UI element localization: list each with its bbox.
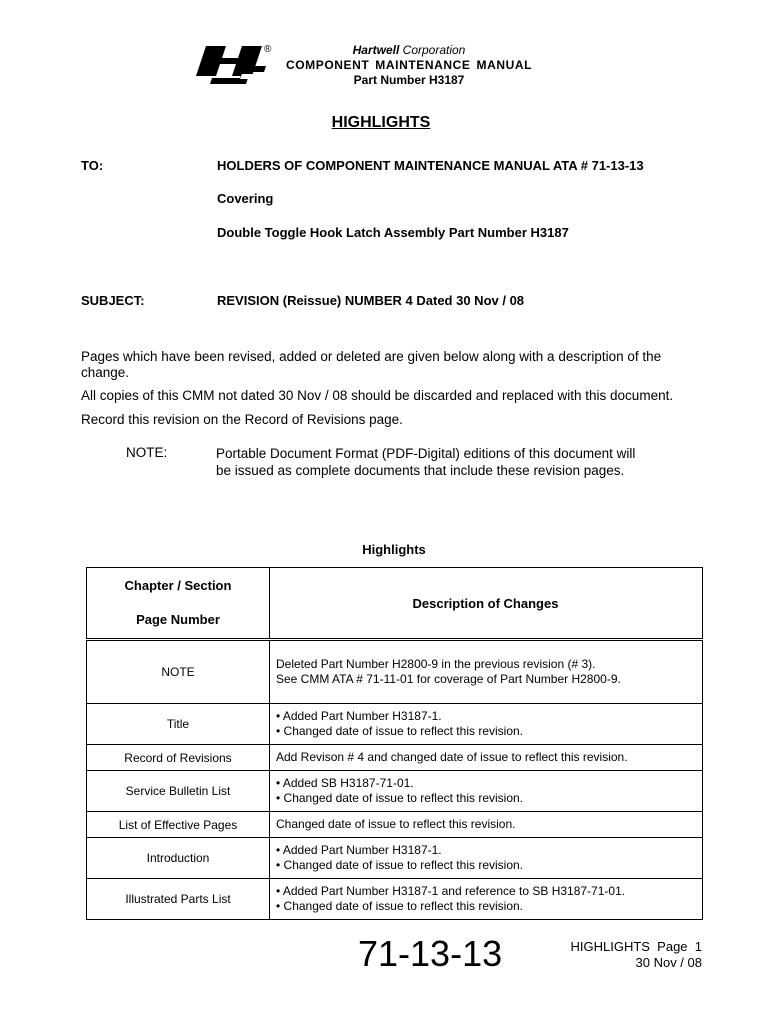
table-row (87, 640, 703, 704)
row-description-line: • Changed date of issue to reflect this revision. (276, 858, 524, 872)
table-row (87, 771, 703, 812)
part-number-line: Part Number H3187 (353, 73, 465, 87)
col-header-section (87, 568, 270, 640)
footer-date: 30 Nov / 08 (635, 955, 702, 970)
row-section: Illustrated Parts List (87, 879, 270, 920)
row-description-line: Deleted Part Number H2800-9 in the previous revision (# 3). (276, 657, 596, 671)
table-row (87, 838, 703, 879)
row-section: Service Bulletin List (87, 771, 270, 812)
row-description-line: • Added Part Number H3187-1. (276, 843, 442, 857)
row-description-line: Add Revison # 4 and changed date of issue to reflect this revision. (276, 750, 628, 764)
row-description (270, 745, 703, 771)
table-title: Highlights (362, 542, 426, 557)
company-header (280, 43, 538, 88)
paragraph-discard-copies: All copies of this CMM not dated 30 Nov / 08 should be discarded and replaced with this document. (81, 388, 674, 403)
col-header-section-line2: Page Number (136, 612, 220, 627)
to-line1: HOLDERS OF COMPONENT MAINTENANCE MANUAL ATA # 71-13-13 (217, 158, 644, 173)
page-title: HIGHLIGHTS (331, 114, 431, 131)
row-description-line: • Added Part Number H3187-1. (276, 709, 442, 723)
footer-ata-number: 71-13-13 (358, 933, 503, 974)
to-label: TO: (81, 158, 104, 173)
table-row (87, 704, 703, 745)
note-label: NOTE: (126, 445, 168, 460)
row-description-line: • Added SB H3187-71-01. (276, 776, 414, 790)
row-description (270, 812, 703, 838)
row-description (270, 838, 703, 879)
row-description-line: • Changed date of issue to reflect this revision. (276, 899, 524, 913)
row-section: Title (87, 704, 270, 745)
row-description-line: • Added Part Number H3187-1 and reference to SB H3187-71-01. (276, 884, 626, 898)
highlights-table (86, 567, 703, 920)
row-description-line: Changed date of issue to reflect this revision. (276, 817, 516, 831)
table-row (87, 812, 703, 838)
registered-mark: ® (264, 44, 272, 55)
row-section: Introduction (87, 838, 270, 879)
paragraph-revised-pages: Pages which have been revised, added or deleted are given below along with a description of the change. (81, 349, 662, 380)
row-description-line: • Changed date of issue to reflect this revision. (276, 724, 524, 738)
row-section: NOTE (87, 640, 270, 704)
row-description (270, 771, 703, 812)
row-section: List of Effective Pages (87, 812, 270, 838)
col-header-section-line1: Chapter / Section (124, 578, 232, 593)
table-row (87, 745, 703, 771)
to-line2: Covering (217, 191, 274, 206)
note-text: Portable Document Format (PDF-Digital) editions of this document will be issued as complete documents that include these revision pages. (216, 446, 636, 478)
paragraph-record-revision: Record this revision on the Record of Revisions page. (81, 412, 403, 427)
table-header-row (87, 568, 703, 640)
row-description (270, 640, 703, 704)
row-description-line: See CMM ATA # 71-11-01 for coverage of Part Number H2800-9. (276, 672, 621, 686)
manual-title: COMPONENT MAINTENANCE MANUAL (285, 58, 533, 72)
col-header-description: Description of Changes (270, 568, 703, 640)
table-row (87, 879, 703, 920)
subject-label: SUBJECT: (81, 293, 145, 308)
footer-page-info (540, 939, 702, 971)
row-description (270, 704, 703, 745)
company-name: Hartwell (352, 43, 400, 57)
row-section: Record of Revisions (87, 745, 270, 771)
footer-page-label: HIGHLIGHTS Page 1 (570, 939, 702, 954)
row-description-line: • Changed date of issue to reflect this revision. (276, 791, 524, 805)
subject-value: REVISION (Reissue) NUMBER 4 Dated 30 Nov / 08 (217, 293, 525, 308)
to-line3: Double Toggle Hook Latch Assembly Part Number H3187 (217, 225, 569, 240)
company-suffix: Corporation (402, 43, 466, 57)
row-description (270, 879, 703, 920)
